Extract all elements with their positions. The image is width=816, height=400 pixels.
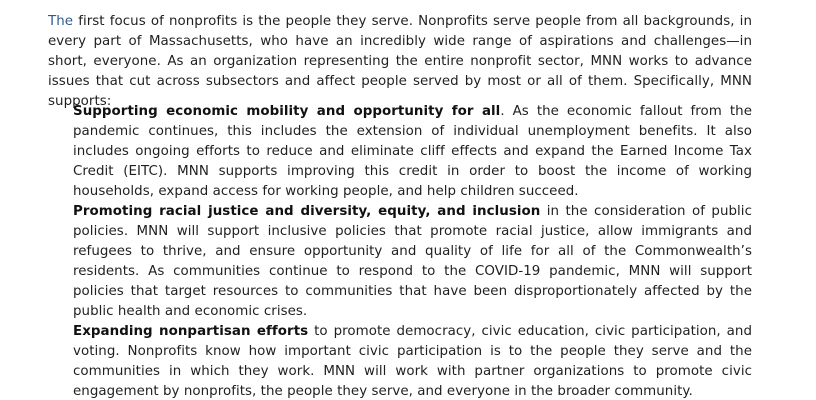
intro-text: first focus of nonprofits is the people they serve. Nonprofits serve people from all backgrounds, in every part of Massachusetts, who have an incredibly wide range of aspirations and challenges—in short, everyone. As an organization representing the entire nonprofit sector, MNN works to advance issues that cut across subsectors and affect people served by most or all of them. Specifically, MNN supports: — [48, 14, 752, 109]
priority-heading: Supporting economic mobility and opportunity for all — [73, 104, 501, 119]
intro-first-word: The — [48, 14, 74, 29]
priority-heading: Promoting racial justice and diversity, equity, and inclusion — [73, 204, 541, 219]
priority-item-economic-mobility — [73, 102, 752, 202]
priority-list — [73, 102, 752, 400]
intro-paragraph — [48, 12, 752, 112]
priority-text: in the consideration of public policies. MNN will support inclusive policies that promote racial justice, allow immigrants and refugees to thrive, and ensure opportunity and quality of life for all of the Commonwealth’s residents. As communities continue to respond to the COVID-19 pandemic, MNN will support policies that target resources to communities that have been disproportionately affected by the public health and economic crises. — [73, 204, 752, 319]
priority-item-nonpartisan-efforts — [73, 322, 752, 400]
priority-text: to promote democracy, civic education, civic participation, and voting. Nonprofits know how important civic participation is to the people they serve and the communities in which they work. MNN will work with partner organizations to promote civic engagement by nonprofits, the people they serve, and everyone in the broader community. — [73, 324, 752, 399]
priority-item-racial-justice — [73, 202, 752, 322]
priority-text: . As the economic fallout from the pandemic continues, this includes the extension of individual unemployment benefits. It also includes ongoing efforts to reduce and eliminate cliff effects and expand the Earned Income Tax Credit (EITC). MNN supports improving this credit in order to boost the income of working households, expand access for working people, and help children succeed. — [73, 104, 752, 199]
priority-heading: Expanding nonpartisan efforts — [73, 324, 309, 339]
